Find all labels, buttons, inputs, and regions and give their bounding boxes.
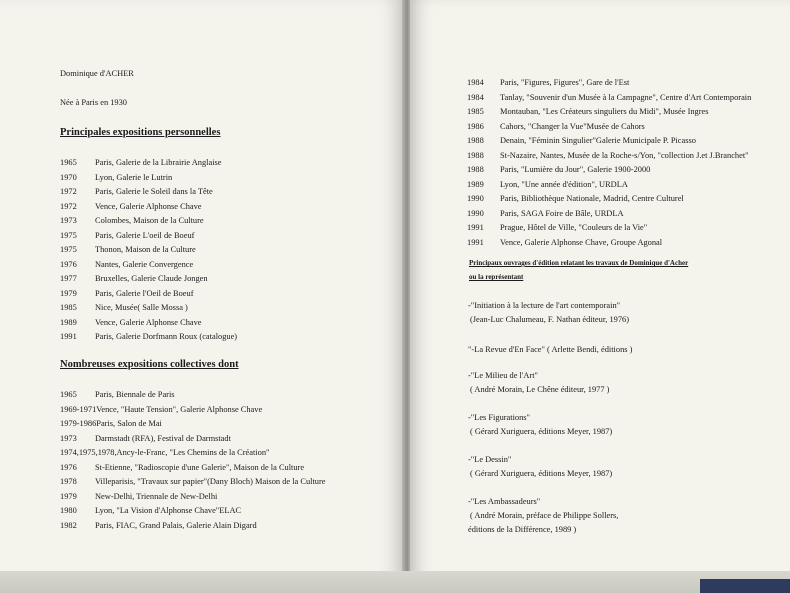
entry-year: 1988 (467, 165, 484, 174)
entry-year: 1988 (467, 150, 484, 160)
publications-heading-line2: ou la représentant (469, 273, 524, 281)
entry-year: 1975 (60, 245, 77, 254)
entry-text: Paris, Bibliothèque Nationale, Madrid, Centre Culturel (500, 194, 684, 203)
entry-year: 1965 (60, 158, 77, 167)
entry-text: Paris, Galerie Dorfmann Roux (catalogue) (95, 332, 238, 341)
entry-text: Vence, Galerie Alphonse Chave (95, 201, 202, 211)
entry-text: Villeparisis, "Travaux sur papier"(Dany Bloch) Maison de la Culture (95, 477, 326, 486)
entry-text: St-Nazaire, Nantes, Musée de la Roche-s/Yon, "collection J.et J.Branchet" (500, 150, 749, 160)
entry-year: 1979 (60, 288, 77, 298)
entry-text: Paris, SAGA Foire de Bâle, URDLA (500, 208, 624, 218)
entry-text: Vence, Galerie Alphonse Chave, Groupe Agonal (500, 237, 663, 247)
book-cover-edge (700, 579, 790, 593)
publication-title: -"Les Figurations" (468, 413, 530, 422)
entry-year: 1972 (60, 187, 77, 196)
entry-year: 1990 (467, 194, 484, 203)
author-name: Dominique d'ACHER (60, 69, 134, 78)
publication-detail: ( Gérard Xuriguera, éditions Meyer, 1987) (470, 427, 613, 436)
publication-detail: ( Gérard Xuriguera, éditions Meyer, 1987) (470, 469, 613, 478)
page-bottom-edge (0, 571, 790, 593)
entry-text: New-Delhi, Triennale de New-Delhi (95, 491, 218, 501)
publication-title: -"Le Milieu de l'Art" (468, 371, 538, 380)
entry-text: 1979-1986Paris, Salon de Mai (60, 419, 162, 428)
entry-text: Prague, Hôtel de Ville, "Couleurs de la Vie" (500, 223, 648, 232)
entry-text: Paris, Galerie l'Oeil de Boeuf (95, 288, 194, 298)
entry-year: 1976 (60, 259, 77, 269)
entry-year: 1978 (60, 477, 77, 486)
publication-title: -"Initiation à la lecture de l'art contemporain" (468, 301, 621, 310)
publication-title: -"Le Dessin" (468, 455, 512, 464)
solo-exhibitions-heading: Principales expositions personnelles (60, 127, 221, 138)
entry-text: Paris, Galerie L'oeil de Boeuf (95, 230, 195, 240)
entry-text: Paris, FIAC, Grand Palais, Galerie Alain Digard (95, 520, 257, 530)
entry-year: 1990 (467, 208, 484, 218)
entry-text: Colombes, Maison de la Culture (95, 216, 204, 225)
entry-year: 1973 (60, 216, 77, 225)
group-exhibitions-heading: Nombreuses expositions collectives dont (60, 359, 239, 370)
publication-title: -"Les Ambassadeurs" (468, 497, 541, 506)
entry-year: 1991 (467, 223, 484, 232)
entry-text: Tanlay, "Souvenir d'un Musée à la Campagne", Centre d'Art Contemporain (500, 92, 752, 102)
entry-text: Lyon, "Une année d'édition", URDLA (500, 179, 628, 189)
entry-text: Bruxelles, Galerie Claude Jongen (95, 274, 208, 283)
publication-detail: ( André Morain, Le Chêne éditeur, 1977 ) (470, 385, 610, 394)
entry-year: 1984 (467, 78, 484, 87)
publication-detail: (Jean-Luc Chalumeau, F. Nathan éditeur, 1976) (470, 315, 629, 324)
entry-year: 1972 (60, 201, 77, 211)
entry-text: 1974,1975,1978,Ancy-le-Franc, "Les Chemins de la Création" (60, 448, 270, 457)
publication-title: "-La Revue d'En Face" ( Arlette Bendi, éditions ) (468, 345, 633, 354)
entry-year: 1985 (60, 303, 77, 312)
publication-detail: ( André Morain, préface de Philippe Sollers, (470, 511, 619, 520)
entry-year: 1991 (467, 237, 484, 247)
entry-text: St-Etienne, "Radioscopie d'une Galerie", Maison de la Culture (95, 462, 305, 472)
entry-year: 1977 (60, 274, 77, 283)
entry-year: 1989 (467, 179, 484, 189)
entry-text: Darmstadt (RFA), Festival de Darmstadt (95, 433, 231, 443)
entry-text: Thonon, Maison de la Culture (95, 245, 196, 254)
entry-text: Paris, "Lumière du Jour", Galerie 1900-2000 (500, 165, 651, 174)
entry-text: Paris, Galerie de la Librairie Anglaise (95, 158, 222, 167)
entry-text: Nantes, Galerie Convergence (95, 259, 194, 269)
entry-text: Vence, Galerie Alphonse Chave (95, 317, 202, 327)
entry-year: 1985 (467, 107, 484, 116)
entry-year: 1980 (60, 506, 77, 515)
entry-text: Paris, Biennale de Paris (95, 390, 175, 399)
entry-text: 1969-1971Vence, "Haute Tension", Galerie Alphonse Chave (60, 404, 263, 414)
entry-year: 1970 (60, 172, 77, 182)
birth-line: Née à Paris en 1930 (60, 98, 127, 107)
entry-text: Lyon, "La Vision d'Alphonse Chave"ELAC (95, 506, 242, 515)
entry-year: 1975 (60, 230, 77, 240)
entry-text: Paris, "Figures, Figures", Gare de l'Est (500, 78, 630, 87)
entry-year: 1982 (60, 520, 77, 530)
entry-year: 1973 (60, 433, 77, 443)
entry-year: 1976 (60, 462, 77, 472)
entry-year: 1986 (467, 121, 484, 131)
right-page (410, 0, 790, 593)
entry-text: Montauban, "Les Créateurs singuliers du Midi", Musée Ingres (500, 107, 709, 116)
entry-text: Denain, "Féminin Singulier"Galerie Municipale P. Picasso (500, 136, 696, 145)
publications-heading-line1: Principaux ouvrages d'édition relatant les travaux de Dominique d'Acher (469, 259, 689, 267)
entry-text: Cahors, "Changer la Vue"Musée de Cahors (500, 121, 645, 131)
entry-year: 1984 (467, 92, 484, 102)
entry-text: Nice, Musée( Salle Mossa ) (95, 303, 188, 312)
entry-year: 1991 (60, 332, 77, 341)
entry-year: 1988 (467, 136, 484, 145)
entry-year: 1979 (60, 491, 77, 501)
entry-year: 1965 (60, 390, 77, 399)
entry-year: 1989 (60, 317, 77, 327)
publication-last-line: éditions de la Différence, 1989 ) (468, 525, 577, 534)
entry-text: Paris, Galerie le Soleil dans la Tête (95, 187, 213, 196)
entry-text: Lyon, Galerie le Lutrin (95, 172, 173, 182)
